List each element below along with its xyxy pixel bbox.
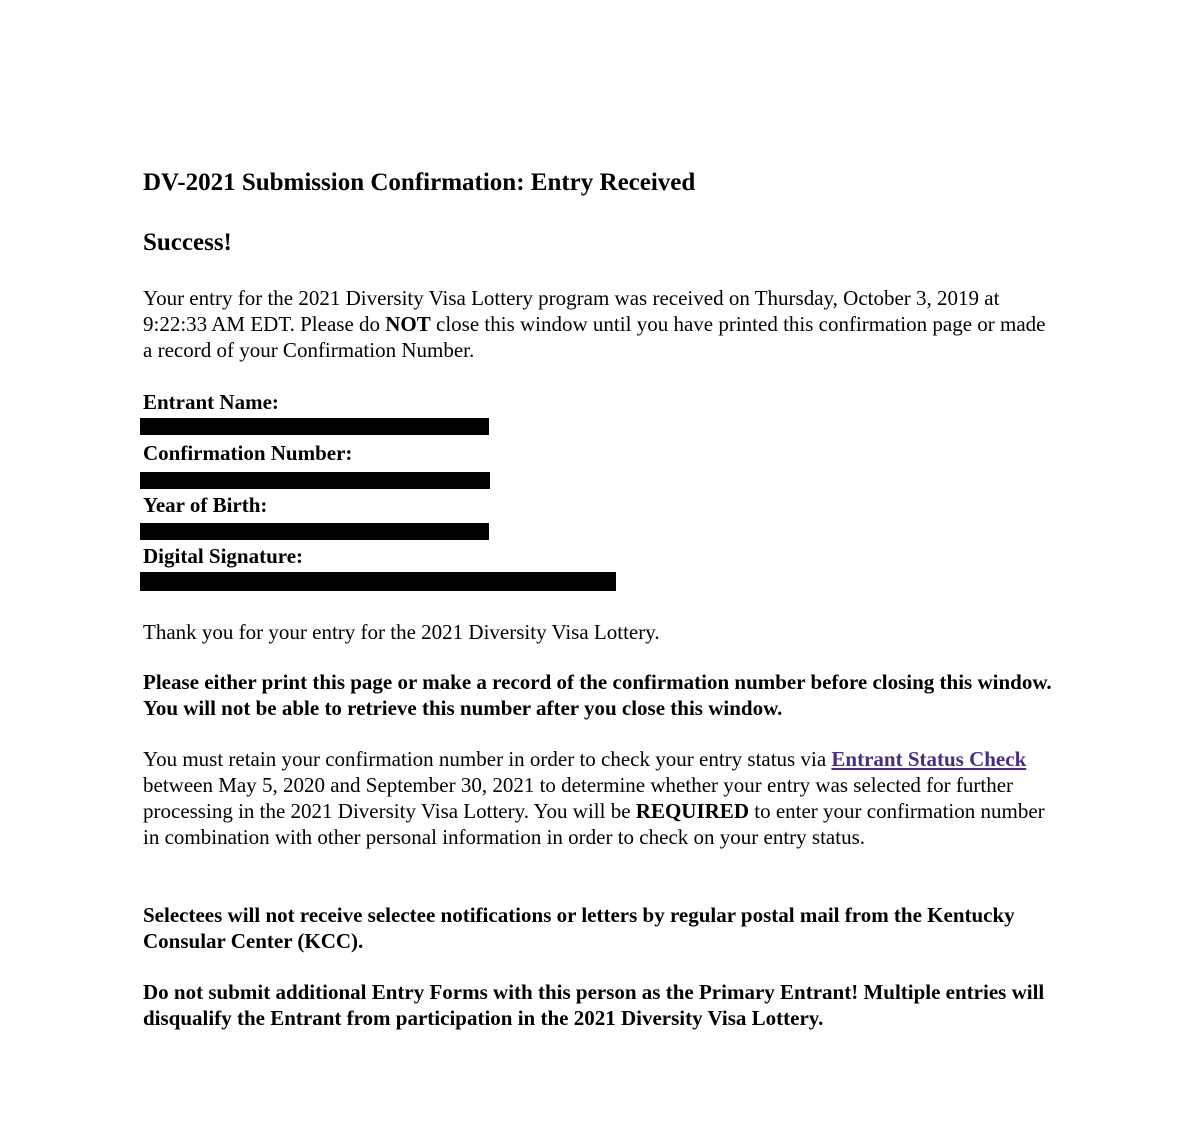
page-title: DV-2021 Submission Confirmation: Entry Received: [143, 169, 696, 196]
year-of-birth-label: Year of Birth:: [143, 493, 268, 517]
year-of-birth-redaction: [140, 523, 489, 540]
retain-paragraph: [143, 746, 1058, 850]
print-warning: Please either print this page or make a record of the confirmation number before closing this window. You will not be able to retrieve this number after you close this window.: [143, 670, 1052, 720]
confirmation-number-redaction: [140, 472, 490, 489]
intro-text-part2: close this window until you have printed this confirmation page or made a record of your Confirmation Number.: [143, 312, 1046, 362]
retain-text-part2: between May 5, 2020 and September 30, 2021 to determine whether your entry was selected for further processing in the 2021 Diversity Visa Lottery. You will be: [143, 773, 1014, 823]
entrant-status-check-link[interactable]: Entrant Status Check: [831, 747, 1027, 771]
multiple-entries-warning: Do not submit additional Entry Forms with this person as the Primary Entrant! Multiple entries will disqualify the Entrant from participation in the 2021 Diversity Visa Lottery.: [143, 980, 1045, 1030]
retain-text-part1: You must retain your confirmation number in order to check your entry status via: [143, 747, 832, 771]
retain-text-part3: to enter your confirmation number in combination with other personal information in order to check on your entry status.: [143, 799, 1045, 849]
intro-emphasis: NOT: [385, 312, 431, 336]
entrant-name-label: Entrant Name:: [143, 390, 279, 414]
confirmation-number-label: Confirmation Number:: [143, 441, 353, 465]
selectees-notice: Selectees will not receive selectee notifications or letters by regular postal mail from the Kentucky Consular Center (KCC).: [143, 903, 1015, 953]
digital-signature-redaction: [140, 572, 616, 591]
entrant-name-redaction: [140, 418, 489, 435]
intro-paragraph: [143, 285, 1058, 363]
success-heading: Success!: [143, 229, 232, 256]
retain-emphasis: REQUIRED: [635, 799, 749, 823]
intro-text-part1: Your entry for the 2021 Diversity Visa Lottery program was received on Thursday, October 3, 2019 at 9:22:33 AM EDT. Please do: [143, 286, 1000, 336]
digital-signature-label: Digital Signature:: [143, 544, 304, 568]
thank-you-message: Thank you for your entry for the 2021 Diversity Visa Lottery.: [143, 620, 660, 644]
